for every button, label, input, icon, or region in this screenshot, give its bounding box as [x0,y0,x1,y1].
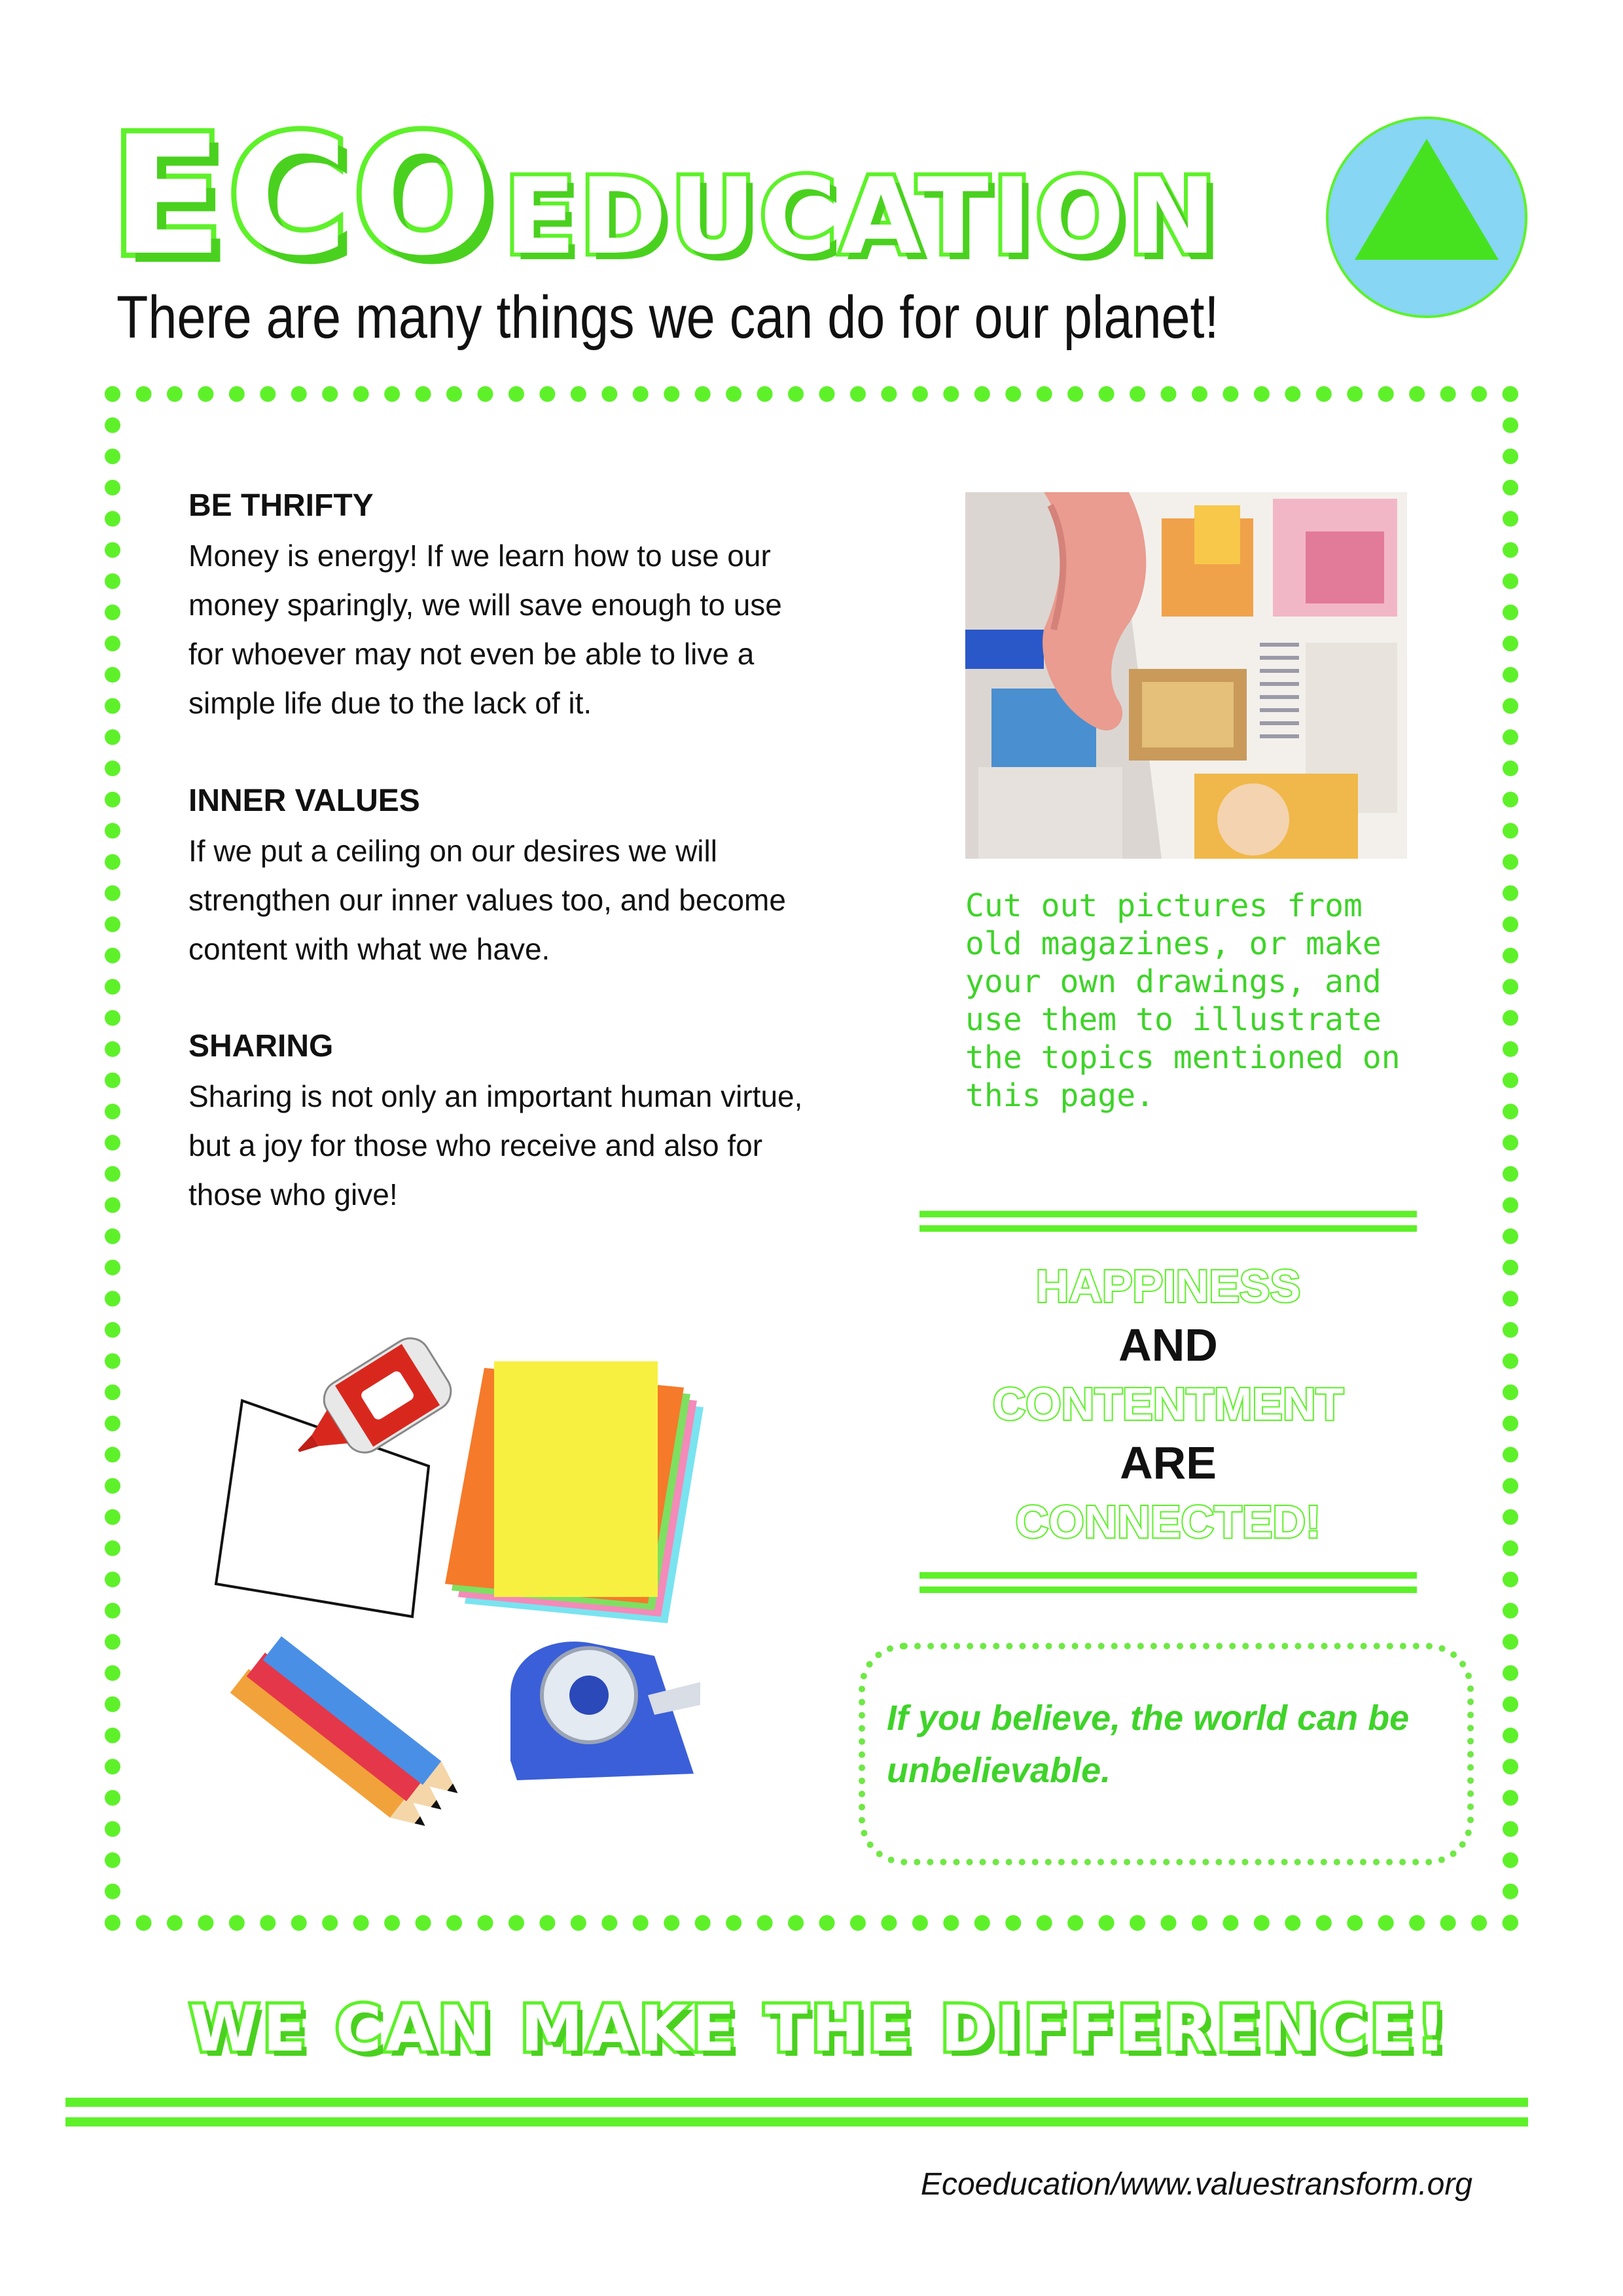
slogan-banner: WE CAN MAKE THE DIFFERENCE! [190,1992,1450,2066]
body-line: money sparingly, we will save enough to use [188,588,782,622]
section-inner-values [188,781,908,974]
quote-line: unbelievable. [887,1751,1111,1790]
craft-supplies-illustration [196,1329,785,1852]
motto-line-and: AND [1118,1319,1218,1371]
colored-paper-stack-icon [445,1361,704,1623]
triangle-logo-icon [1322,113,1531,322]
caption-line: the topics mentioned on [965,1039,1400,1076]
photo-caption [965,887,1423,1115]
body-line: strengthen our inner values too, and become [188,883,786,917]
quote-line: If you believe, the world can be [887,1698,1410,1738]
footer-credit: Ecoeducation/www.valuestransform.org [920,2167,1472,2202]
motto-line-connected: CONNECTED! [1015,1496,1321,1547]
section-body [188,531,908,728]
magazine-photo [965,492,1407,859]
section-heading: SHARING [188,1029,334,1064]
body-line: those who give! [188,1177,398,1211]
motto-line-are: ARE [1120,1437,1217,1488]
body-line: If we put a ceiling on our desires we will [188,834,717,868]
caption-line: Cut out pictures from [965,888,1363,924]
page-title [111,98,1322,295]
body-line: but a joy for those who receive and also for [188,1128,763,1162]
caption-line: your own drawings, and [965,963,1382,1000]
quote-text [887,1692,1456,1797]
section-sharing [188,1026,908,1219]
body-line: content with what we have. [188,932,550,966]
section-heading: INNER VALUES [188,783,420,818]
body-line: Money is energy! If we learn how to use our [188,539,771,573]
caption-line: old magazines, or make [965,925,1382,962]
body-line: simple life due to the lack of it. [188,686,592,720]
caption-line: use them to illustrate [965,1001,1382,1038]
motto-line-contentment: CONTENTMENT [992,1378,1344,1429]
page-subtitle: There are many things we can do for our planet! [116,284,1219,351]
title-education: EDUCATION [504,155,1221,278]
bottom-rule-1 [65,2098,1528,2107]
colored-pencils-icon [230,1636,467,1838]
motto-rule-top-1 [919,1211,1417,1217]
glue-bottle-icon [216,1331,458,1617]
motto-rule-top-2 [919,1225,1417,1232]
section-body [188,1072,908,1219]
tape-dispenser-icon [510,1641,700,1780]
section-be-thrifty [188,486,908,728]
motto-rule-bottom-1 [919,1572,1417,1579]
body-line: for whoever may not even be able to live a [188,637,755,671]
motto-block [919,1257,1417,1551]
motto-line-happiness: HAPPINESS [1035,1261,1301,1312]
body-line: Sharing is not only an important human virtue, [188,1079,803,1113]
section-body [188,827,908,974]
title-eco: ECO [111,101,498,291]
section-heading: BE THRIFTY [188,488,374,523]
bottom-rule-2 [65,2117,1528,2126]
motto-rule-bottom-2 [919,1587,1417,1593]
caption-line: this page. [965,1077,1154,1114]
